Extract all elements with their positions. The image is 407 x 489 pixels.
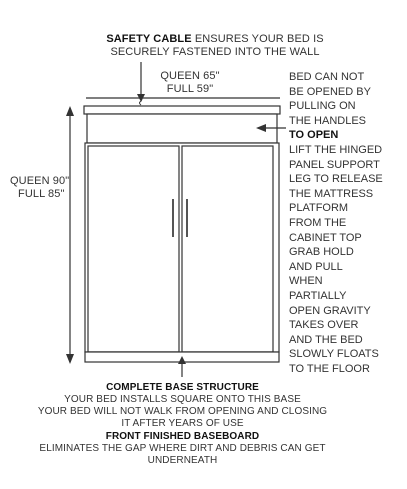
- left-door-handle: [172, 199, 174, 237]
- side-body-line: GRAB HOLD: [289, 246, 354, 259]
- side-body-line: THE MATTRESS: [289, 187, 374, 200]
- side-body-line: TO THE FLOOR: [289, 362, 370, 375]
- side-intro-line: BE OPENED BY: [289, 85, 371, 98]
- side-body-line: FROM THE: [289, 216, 347, 229]
- base-line: YOUR BED INSTALLS SQUARE ONTO THIS BASE: [64, 394, 301, 405]
- hinged-top-panel: [87, 114, 277, 143]
- base-line: IT AFTER YEARS OF USE: [121, 418, 244, 429]
- side-body-line: OPEN GRAVITY: [289, 304, 371, 317]
- baseboard-heading: FRONT FINISHED BASEBOARD: [105, 431, 260, 442]
- baseboard-line: ELIMINATES THE GAP WHERE DIRT AND DEBRIS CAN GET: [39, 443, 326, 454]
- side-body-line: AND PULL: [289, 260, 343, 273]
- base-heading: COMPLETE BASE STRUCTURE: [106, 382, 259, 393]
- base-line: YOUR BED WILL NOT WALK FROM OPENING AND CLOSING: [37, 406, 328, 417]
- side-body-line: PANEL SUPPORT: [289, 158, 380, 171]
- safety-cable-text: ENSURES YOUR BED IS: [191, 33, 324, 45]
- side-intro-line: BED CAN NOT: [289, 71, 365, 83]
- side-intro-line: PULLING ON: [289, 100, 356, 113]
- safety-cable-note: [100, 33, 330, 46]
- side-body-line: PARTIALLY: [289, 289, 347, 302]
- height-full-label: FULL 85": [18, 188, 65, 200]
- height-arrowhead-bottom: [66, 354, 74, 364]
- to-open-heading: TO OPEN: [289, 129, 339, 142]
- width-queen-label: QUEEN 65": [160, 70, 220, 82]
- side-body-line: AND THE BED: [289, 333, 363, 346]
- side-body-line: WHEN: [289, 275, 323, 288]
- side-body-line: PLATFORM: [289, 202, 349, 215]
- cabinet-top: [84, 106, 280, 114]
- side-body-line: CABINET TOP: [289, 231, 362, 244]
- height-queen-label: QUEEN 90": [10, 175, 70, 187]
- safety-cable-heading: SAFETY CABLE: [106, 33, 192, 45]
- right-door-handle: [186, 199, 188, 237]
- height-arrowhead-top: [66, 106, 74, 116]
- side-instructions: [289, 70, 383, 376]
- side-body-line: TAKES OVER: [289, 319, 359, 332]
- baseboard-line: UNDERNEATH: [147, 455, 218, 466]
- side-body-line: SLOWLY FLOATS: [289, 348, 379, 361]
- safety-cable-note-line2: SECURELY FASTENED INTO THE WALL: [110, 46, 320, 58]
- side-intro-line: THE HANDLES: [289, 114, 367, 127]
- width-full-label: FULL 59": [166, 83, 214, 95]
- side-body-line: LIFT THE HINGED: [289, 143, 383, 156]
- side-body-line: LEG TO RELEASE: [289, 173, 383, 186]
